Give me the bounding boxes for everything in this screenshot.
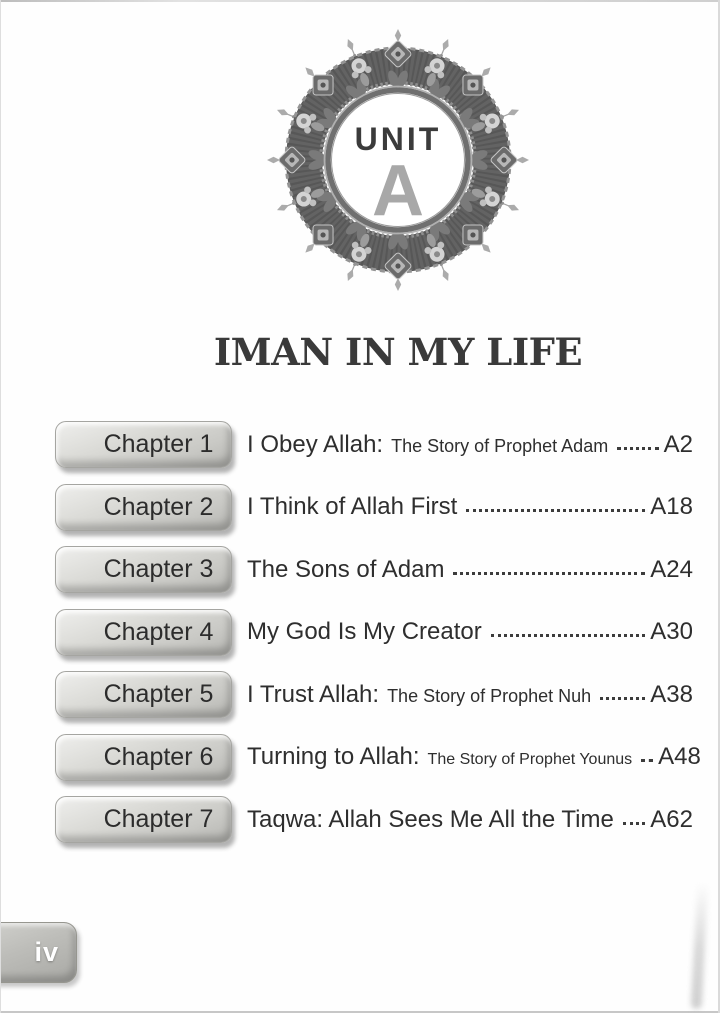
- chapter-entry[interactable]: [247, 743, 701, 771]
- chapter-button[interactable]: [55, 734, 232, 781]
- chapter-entry[interactable]: [247, 493, 693, 521]
- dotted-leader: [623, 822, 645, 825]
- chapter-title: Turning to Allah:: [247, 743, 420, 770]
- chapter-button[interactable]: [55, 796, 232, 843]
- page-title: IMAN IN MY LIFE: [213, 330, 583, 374]
- unit-label: UNIT: [354, 121, 442, 157]
- page-number-label: iv: [34, 937, 59, 967]
- chapter-subtitle: The Story of Prophet Adam: [391, 435, 609, 456]
- chapter-row: [55, 671, 693, 718]
- dotted-leader: [453, 572, 645, 575]
- chapter-button[interactable]: [55, 421, 232, 468]
- chapter-button[interactable]: [55, 671, 232, 718]
- chapter-page-number: A24: [650, 555, 693, 583]
- chapter-subtitle: The Story of Prophet Younus: [427, 751, 633, 768]
- chapter-entry[interactable]: [247, 431, 693, 459]
- chapter-button[interactable]: [55, 484, 232, 531]
- chapter-row: [55, 734, 701, 781]
- chapter-button-label: Chapter 4: [103, 617, 214, 646]
- chapter-page-number: A38: [650, 680, 693, 708]
- chapter-button-label: Chapter 3: [103, 555, 214, 583]
- chapter-title: I Trust Allah:: [247, 680, 380, 708]
- dotted-leader: [617, 447, 658, 450]
- chapter-button-label: Chapter 5: [103, 680, 214, 708]
- chapter-title: My God Is My Creator: [247, 618, 482, 645]
- chapter-subtitle: The Story of Prophet Nuh: [387, 685, 592, 706]
- dotted-leader: [491, 634, 646, 637]
- chapter-entry[interactable]: [247, 681, 693, 709]
- page-edge-top: [0, 0, 720, 2]
- chapter-row: [55, 421, 693, 468]
- chapter-button-label: Chapter 7: [103, 805, 214, 833]
- chapter-title: I Think of Allah First: [247, 493, 458, 520]
- chapter-row: [55, 609, 693, 656]
- dotted-leader: [600, 697, 645, 700]
- chapter-row: [55, 546, 693, 593]
- chapter-row: [55, 796, 693, 843]
- chapter-title: Taqwa: Allah Sees Me All the Time: [247, 805, 614, 833]
- chapter-page-number: A62: [650, 805, 693, 833]
- dotted-leader: [641, 759, 653, 762]
- scan-smudge: [691, 881, 709, 1009]
- chapter-title: I Obey Allah:: [247, 430, 384, 458]
- page-number-tab: [0, 922, 77, 983]
- chapter-button-label: Chapter 2: [103, 492, 214, 521]
- chapter-button[interactable]: [55, 546, 232, 593]
- chapter-title: The Sons of Adam: [247, 555, 445, 583]
- chapter-button-label: Chapter 1: [103, 430, 214, 458]
- chapter-row: [55, 484, 693, 531]
- dotted-leader: [466, 509, 645, 512]
- chapter-page-number: A30: [650, 618, 693, 645]
- chapter-page-number: A2: [663, 430, 693, 458]
- page-edge-left: [0, 0, 1, 1013]
- chapter-entry[interactable]: [247, 618, 693, 646]
- chapter-list: [55, 421, 701, 859]
- chapter-page-number: A48: [658, 743, 701, 770]
- chapter-page-number: A18: [650, 493, 693, 520]
- chapter-button-label: Chapter 6: [103, 742, 214, 771]
- chapter-entry[interactable]: [247, 806, 693, 834]
- unit-letter: A: [372, 151, 424, 231]
- chapter-button[interactable]: [55, 609, 232, 656]
- chapter-entry[interactable]: [247, 556, 693, 584]
- unit-ornament: [266, 28, 530, 292]
